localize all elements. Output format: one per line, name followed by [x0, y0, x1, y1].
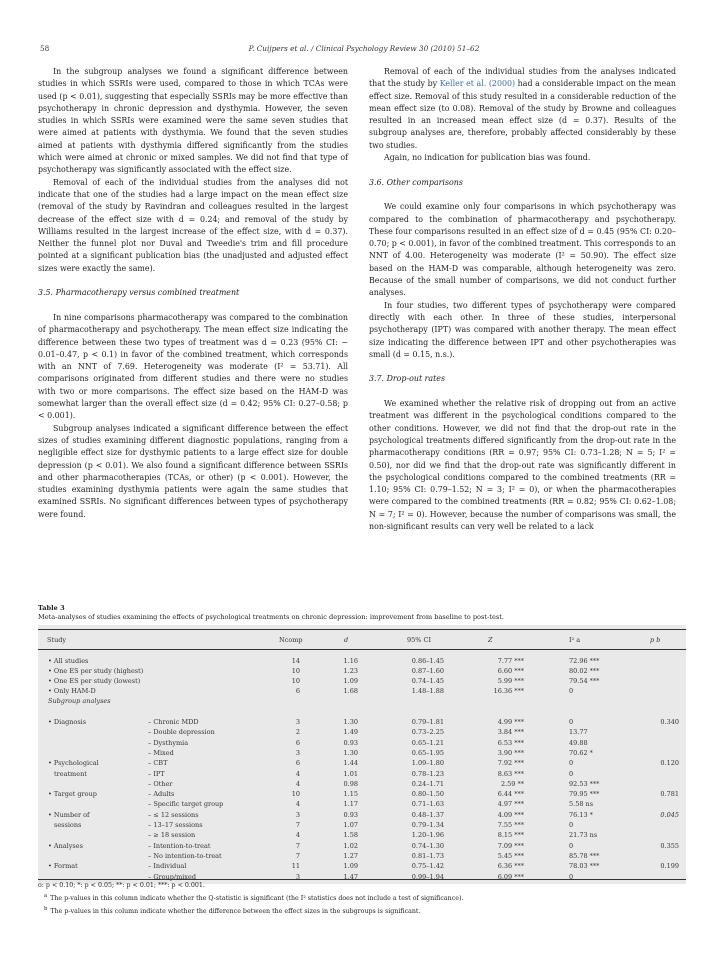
paragraph: We examined whether the relative risk of dropping out from an active treatment was different in the psychological conditions compared to the other conditions. However, we did not find that the drop-out rate in the psychological treatments differed significantly from the drop-out rate in the pharmacotherapy conditions (RR = 0.97; 95% CI: 0.73–1.28; N = 5; I² = 0.50), nor did we find that the drop-out rate was significantly different in the psychological conditions compared to the combined treatments (RR = 1.10; 95% CI: 0.79–1.52; N = 3; I² = 0), or when the pharmacotherapies were compared to the combined treatments (RR = 0.82; 95% CI: 0.62–1.08; N = 7; I² = 0). However, because the number of comparisons was small, the non-significant results can very well be related to a lack [369, 399, 676, 531]
column-header-d: d [344, 636, 349, 644]
i2-cell: 0 [569, 687, 574, 695]
group-label: • Diagnosis [48, 718, 87, 726]
paragraph: Subgroup analyses indicated a significant difference between the effect sizes of studies examining different diagnostic populations, ranging from a negligible effect size for dysthymic patients to a large effect size for double depression (p < 0.01). We also found a significant difference between SSRIs and other pharmacotherapies (TCAs, or other) (p < 0.001). However, the studies examining dysthymia patients were again the same studies that examined SSRIs. No significant differences between types of psychotherapy were found. [38, 423, 348, 519]
subgroup-label: – Individual [148, 862, 187, 871]
p-cell: 0.781 [660, 790, 679, 799]
z-cell: 6.53 *** [497, 738, 524, 747]
group-label: • Format [48, 862, 78, 871]
subgroup-label: – IPT [148, 769, 165, 778]
ncomp-cell: 7 [295, 851, 300, 860]
paragraph: Again, no indication for publication bias was found. [384, 153, 591, 163]
effect-size-cell: 1.27 [343, 851, 358, 860]
z-cell: 4.99 *** [497, 718, 524, 726]
subgroup-label: – 13–17 sessions [148, 821, 203, 829]
subgroup-label: – Specific target group [148, 800, 224, 809]
effect-size-cell: 1.07 [343, 821, 358, 829]
footnote-a-text: The p-values in this column indicate whether the Q-statistic is significant (the I² statistics does not include a test of significance). [50, 895, 464, 903]
ci-cell: 0.65–1.95 [411, 748, 444, 757]
i2-cell: 78.03 *** [569, 862, 600, 871]
ncomp-cell: 4 [295, 831, 300, 840]
paragraph: In nine comparisons pharmacotherapy was compared to the combination of pharmacotherapy and psychotherapy. The mean effect size indicating the difference between these two types of treatment was d = 0.23 (95% CI: − 0.01–0.47, p < 0.1) in favor of the combined treatment, which corresponds with an NNT of 7.69. Heterogeneity was moderate (I² = 53.71). All comparisons originated from different studies and there were no studies with two or more comparisons. The effect size based on the HAM-D was somewhat larger than the overall effect size (d = 0.42; 95% CI: 0.27–0.58; p < 0.001). [38, 312, 348, 421]
subgroup-label: – ≤ 12 sessions [148, 810, 199, 819]
effect-size-cell: 1.68 [343, 687, 358, 695]
ncomp-cell: 6 [295, 687, 300, 695]
z-cell: 4.97 *** [497, 800, 524, 809]
ci-cell: 0.73–2.25 [411, 728, 444, 737]
table-label: Table 3 [38, 604, 65, 612]
table-3 [38, 604, 686, 884]
group-label: • All studies [48, 657, 89, 665]
ncomp-cell: 11 [291, 862, 300, 871]
ci-cell: 0.24–1.71 [411, 779, 444, 788]
ci-cell: 1.20–1.96 [411, 831, 444, 840]
paragraph: In the subgroup analyses we found a significant difference between studies in which SSRIs were used, compared to those in which TCAs were used (p < 0.01), suggesting that especially SSRIs may be more effective than psychotherapy in chronic depression and dysthymia. However, the seven studies in which SSRIs were examined were the same seven studies that were aimed at patients with dysthymia. We found that the seven studies aimed at patients with dysthymia differed significantly from the studies which were aimed at chronic or mixed samples. We did not find that type of psychotherapy was significantly associated with the effect size. [38, 67, 348, 175]
z-cell: 7.77 *** [497, 657, 524, 665]
ci-cell: 0.75–1.42 [411, 862, 444, 871]
i2-cell: 79.54 *** [569, 677, 600, 685]
z-cell: 5.99 *** [497, 677, 524, 685]
effect-size-cell: 0.93 [343, 738, 358, 747]
ncomp-cell: 7 [295, 821, 300, 829]
z-cell: 5.45 *** [497, 851, 524, 860]
subgroup-label: – ≥ 18 session [148, 831, 196, 840]
running-header: P. Cuijpers et al. / Clinical Psychology Review 30 (2010) 51–62 [248, 44, 480, 53]
p-cell: 0.120 [660, 759, 679, 768]
ncomp-cell: 2 [295, 728, 300, 737]
ncomp-cell: 10 [291, 790, 300, 799]
ci-cell: 1.48–1.88 [411, 687, 444, 695]
effect-size-cell: 1.44 [343, 759, 358, 768]
group-label: • Analyses [48, 841, 83, 850]
subgroup-analyses-title: Subgroup analyses [48, 697, 111, 705]
z-cell: 3.90 *** [497, 748, 524, 757]
group-label: • Only HAM-D [48, 687, 96, 695]
subgroup-label: – Other [148, 779, 173, 788]
p-cell: 0.340 [660, 718, 679, 726]
paragraph: Removal of each of the individual studies from the analyses did not indicate that one of the studies had a large impact on the mean effect size (removal of the study by Ravindran and colleagues resulted in the largest decrease of the effect size with d = 0.24; and removal of the study by Williams resulted in the largest increase of the effect size, with d = 0.37). Neither the funnel plot nor Duval and Tweedie's trim and fill procedure pointed at a significant publication bias (the unadjusted and adjusted effect sizes were exactly the same). [38, 177, 348, 273]
z-cell: 4.09 *** [497, 810, 524, 819]
ncomp-cell: 6 [295, 738, 300, 747]
ci-cell: 0.99–1.94 [411, 872, 444, 881]
citation-link[interactable]: Keller et al. (2000) [439, 79, 516, 89]
z-cell: 7.09 *** [497, 841, 524, 850]
group-label: • One ES per study (lowest) [48, 677, 141, 685]
ci-cell: 0.71–1.63 [411, 800, 444, 809]
subgroup-label: – Chronic MDD [148, 718, 199, 726]
i2-cell: 72.96 *** [569, 657, 600, 665]
table-footnotes [38, 881, 686, 917]
section-heading: 3.6. Other comparisons [369, 177, 463, 187]
column-header-z: Z [488, 636, 493, 644]
effect-size-cell: 1.30 [343, 718, 358, 726]
effect-size-cell: 1.01 [343, 769, 358, 778]
subgroup-label: – Adults [148, 790, 175, 799]
page-number: 58 [40, 44, 50, 53]
z-cell: 3.84 *** [497, 728, 524, 737]
ncomp-cell: 7 [295, 841, 300, 850]
section-heading: 3.5. Pharmacotherapy versus combined treatment [38, 288, 240, 298]
i2-cell: 5.58 ns [569, 800, 594, 809]
ncomp-cell: 3 [295, 872, 300, 881]
ncomp-cell: 6 [295, 759, 300, 768]
footnote-b-text: The p-values in this column indicate whether the difference between the effect sizes in the subgroups is significant. [50, 908, 421, 916]
table-rule [38, 649, 686, 650]
i2-cell: 92.53 *** [569, 779, 600, 788]
group-label: sessions [54, 821, 82, 829]
ci-cell: 0.86–1.45 [411, 657, 444, 665]
ci-cell: 0.81–1.73 [411, 851, 444, 860]
effect-size-cell: 0.98 [343, 779, 358, 788]
i2-cell: 0 [569, 841, 574, 850]
effect-size-cell: 1.47 [343, 872, 358, 881]
section-heading: 3.7. Drop-out rates [369, 374, 446, 384]
effect-size-cell: 1.09 [343, 862, 358, 871]
effect-size-cell: 1.58 [343, 831, 358, 840]
group-label: • One ES per study (highest) [48, 667, 144, 675]
ncomp-cell: 10 [291, 667, 300, 675]
effect-size-cell: 0.93 [343, 810, 358, 819]
ncomp-cell: 10 [291, 677, 300, 685]
p-cell: 0.045 [660, 810, 679, 819]
paragraph-text: had a considerable impact on the mean effect size. Removal of this study resulted in a considerable reduction of the mean effect size (to 0.08). Removal of the study by Browne and colleagues resulted in an increased mean effect size (d = 0.37). Results of the subgroup analyses are, therefore, probably affected considerably by these two studies. [369, 79, 676, 150]
ci-cell: 0.65–1.21 [411, 738, 444, 747]
i2-cell: 79.95 *** [569, 790, 600, 799]
i2-cell: 0 [569, 769, 574, 778]
paragraph-text: Removal of each of the individual studies from the analyses indicated that the study by [369, 67, 676, 89]
z-cell: 8.15 *** [497, 831, 524, 840]
z-cell: 6.09 *** [497, 872, 524, 881]
z-cell: 6.36 *** [497, 862, 524, 871]
table-caption: Meta-analyses of studies examining the effects of psychological treatments on chronic depression: improvement from baseline to post-test. [38, 613, 504, 621]
subgroup-label: – Double depression [148, 728, 215, 737]
i2-cell: 85.78 *** [569, 851, 600, 860]
effect-size-cell: 1.17 [343, 800, 358, 809]
p-cell: 0.355 [660, 841, 679, 850]
z-cell: 16.36 *** [493, 687, 524, 695]
i2-cell: 49.88 [569, 738, 588, 747]
subgroup-label: – Group/mixed [148, 872, 196, 881]
subgroup-label: – Mixed [148, 748, 174, 757]
ncomp-cell: 3 [295, 718, 300, 726]
subgroup-label: – CBT [148, 759, 168, 768]
right-column [369, 66, 676, 533]
z-cell: 8.63 *** [497, 769, 524, 778]
ci-cell: 0.87–1.60 [411, 667, 444, 675]
i2-cell: 76.13 * [569, 810, 593, 819]
paragraph: We could examine only four comparisons in which psychotherapy was compared to the combination of pharmacotherapy and psychotherapy. These four comparisons resulted in an effect size of d = 0.45 (95% CI: 0.20–0.70; p < 0.001), in favor of the combined treatment. This corresponds to an NNT of 4.00. Heterogeneity was moderate (I² = 50.90). The effect size based on the HAM-D was comparable, although heterogeneity was zero. Because of the small number of comparisons, we did not conduct further analyses. [369, 202, 676, 298]
subgroup-label: – Dysthymia [148, 738, 189, 747]
subgroup-label: – Intention-to-treat [148, 841, 211, 850]
effect-size-cell: 1.49 [343, 728, 358, 737]
ci-cell: 0.74–1.30 [411, 841, 444, 850]
z-cell: 6.60 *** [497, 667, 524, 675]
ci-cell: 1.09–1.80 [411, 759, 444, 768]
ncomp-cell: 4 [295, 800, 300, 809]
effect-size-cell: 1.09 [343, 677, 358, 685]
footnote-a: $^a$ The p-values in this column indicate whether the Q-statistic is significant (the I² statistics does not include a test of significance). [44, 893, 464, 903]
table-body [38, 625, 686, 884]
z-cell: 7.92 *** [497, 759, 524, 768]
column-header-study: Study [47, 636, 67, 644]
significance-footnote: o: p < 0.10; *: p < 0.05; **: p < 0.01; ***: p < 0.001. [38, 882, 205, 889]
column-header-ci: 95% CI [407, 636, 432, 644]
subgroup-label: – No intention-to-treat [148, 851, 222, 860]
ncomp-cell: 3 [295, 748, 300, 757]
left-column [38, 66, 348, 521]
z-cell: 7.55 *** [497, 821, 524, 829]
ci-cell: 0.74–1.45 [411, 677, 444, 685]
i2-cell: 0 [569, 718, 574, 726]
ncomp-cell: 4 [295, 769, 300, 778]
i2-cell: 80.02 *** [569, 667, 600, 675]
ci-cell: 0.78–1.23 [411, 769, 444, 778]
paragraph [369, 66, 676, 152]
table-rule [38, 879, 686, 880]
ci-cell: 0.48–1.37 [411, 810, 444, 819]
footnote-b: $^b$ The p-values in this column indicate whether the difference between the effect sizes in the subgroups is significant. [44, 906, 421, 916]
effect-size-cell: 1.02 [343, 841, 358, 850]
ci-cell: 0.80–1.50 [411, 790, 444, 799]
column-header-i2: I² a [569, 636, 581, 644]
effect-size-cell: 1.30 [343, 748, 358, 757]
z-cell: 6.44 *** [497, 790, 524, 799]
i2-cell: 0 [569, 821, 574, 829]
group-label: treatment [54, 769, 87, 778]
i2-cell: 0 [569, 759, 574, 768]
effect-size-cell: 1.15 [343, 790, 358, 799]
z-cell: 2.59 ** [500, 779, 524, 788]
effect-size-cell: 1.16 [343, 657, 358, 665]
i2-cell: 70.62 * [569, 748, 593, 757]
group-label: • Psychological [48, 759, 99, 768]
column-header-ncomp: Ncomp [279, 636, 303, 644]
effect-size-cell: 1.23 [343, 667, 358, 675]
ncomp-cell: 4 [295, 779, 300, 788]
i2-cell: 21.73 ns [569, 831, 598, 840]
table-rule [38, 629, 686, 630]
column-header-p: p b [650, 636, 661, 644]
ci-cell: 0.79–1.34 [411, 821, 444, 829]
ncomp-cell: 14 [291, 657, 300, 665]
group-label: • Target group [48, 790, 97, 799]
i2-cell: 13.77 [569, 728, 588, 737]
group-label: • Number of [48, 810, 90, 819]
ci-cell: 0.79–1.81 [411, 718, 444, 726]
paragraph: In four studies, two different types of psychotherapy were compared directly with each other. In three of these studies, interpersonal psychotherapy (IPT) was compared with another therapy. The mean effect size indicating the difference between IPT and other psychotherapies was small (d = 0.15, n.s.). [369, 300, 676, 359]
p-cell: 0.199 [660, 862, 679, 871]
ncomp-cell: 3 [295, 810, 300, 819]
i2-cell: 0 [569, 872, 574, 881]
